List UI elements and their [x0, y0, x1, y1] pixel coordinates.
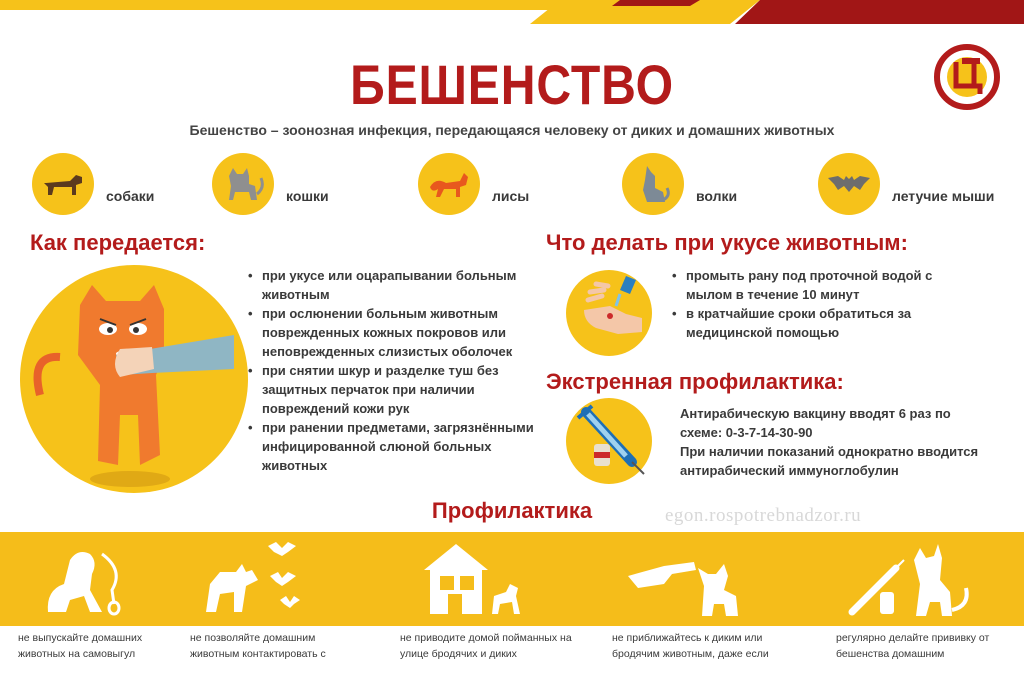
bat-icon	[818, 153, 880, 215]
list-item: • промыть рану под проточной водой с мылом в течение 10 минут	[672, 266, 972, 304]
transmission-list	[248, 266, 538, 475]
list-item: • при ранении предметами, загрязнёнными инфицированной слюной больных животных	[248, 418, 538, 475]
bite-list	[672, 266, 972, 342]
watermark: egon.rospotrebnadzor.ru	[665, 505, 862, 526]
top-decor-stripes	[0, 0, 1024, 24]
animal-label: волки	[696, 188, 738, 204]
list-item: • при снятии шкур и разделке туш без защитных перчаток при наличии повреждений кожи рук	[248, 361, 538, 418]
animal-dog	[32, 152, 154, 216]
bite-heading: Что делать при укусе животным:	[546, 230, 908, 255]
vaccine-cat-icon	[846, 540, 986, 620]
animal-label: летучие мыши	[892, 188, 995, 204]
vaccine-schedule: Антирабическую вакцину вводят 6 раз по схеме: 0-3-7-14-30-90	[680, 406, 951, 440]
syringe-icon	[566, 398, 652, 484]
tip-no-strays-home: не приводите домой пойманных на улице бродячих и диких	[400, 632, 572, 660]
animal-fox	[418, 152, 529, 216]
transmission-heading: Как передается:	[30, 230, 206, 255]
prevention-heading: Профилактика	[431, 498, 593, 523]
animal-label: кошки	[286, 188, 329, 204]
page-title: БЕШЕНСТВО	[350, 53, 674, 116]
animal-label: лисы	[492, 188, 530, 204]
tip-vaccinate: регулярно делайте прививку от бешенства домашним	[836, 632, 990, 660]
animal-wolf	[622, 152, 737, 216]
house-dog-icon	[420, 540, 530, 620]
animal-label: собаки	[106, 188, 155, 204]
cat-icon	[212, 153, 274, 215]
hand-wash-icon	[566, 270, 652, 356]
tip-no-approach: не приближайтесь к диким или бродячим животным, даже если	[612, 632, 769, 660]
animal-bat	[818, 152, 994, 216]
cat-bats-icon	[196, 536, 306, 620]
animal-cat	[212, 152, 329, 216]
wolf-icon	[622, 153, 684, 215]
list-item: • при ослюнении больным животным поврежденных кожных покровов или неповрежденных слизистых оболочек	[248, 304, 538, 361]
fox-icon	[418, 153, 480, 215]
emergency-heading: Экстренная профилактика:	[546, 369, 844, 394]
tip-no-contact: не позволяйте домашним животным контактировать с	[190, 632, 326, 660]
dog-leash-icon	[40, 540, 130, 620]
tip-no-free-walk: не выпускайте домашних животных на самовыгул	[18, 632, 143, 660]
dog-icon	[32, 153, 94, 215]
page-subtitle: Бешенство – зоонозная инфекция, передающаяся человеку от диких и домашних животных	[189, 122, 835, 138]
list-item: • при укусе или оцарапывании больным животным	[248, 266, 538, 304]
immunoglobulin-note: При наличии показаний однократно вводится антирабический иммуноглобулин	[680, 444, 979, 478]
cat-bite-illustration	[20, 265, 248, 493]
hand-animal-icon	[624, 546, 754, 620]
list-item: • в кратчайшие сроки обратиться за медицинской помощью	[672, 304, 972, 342]
